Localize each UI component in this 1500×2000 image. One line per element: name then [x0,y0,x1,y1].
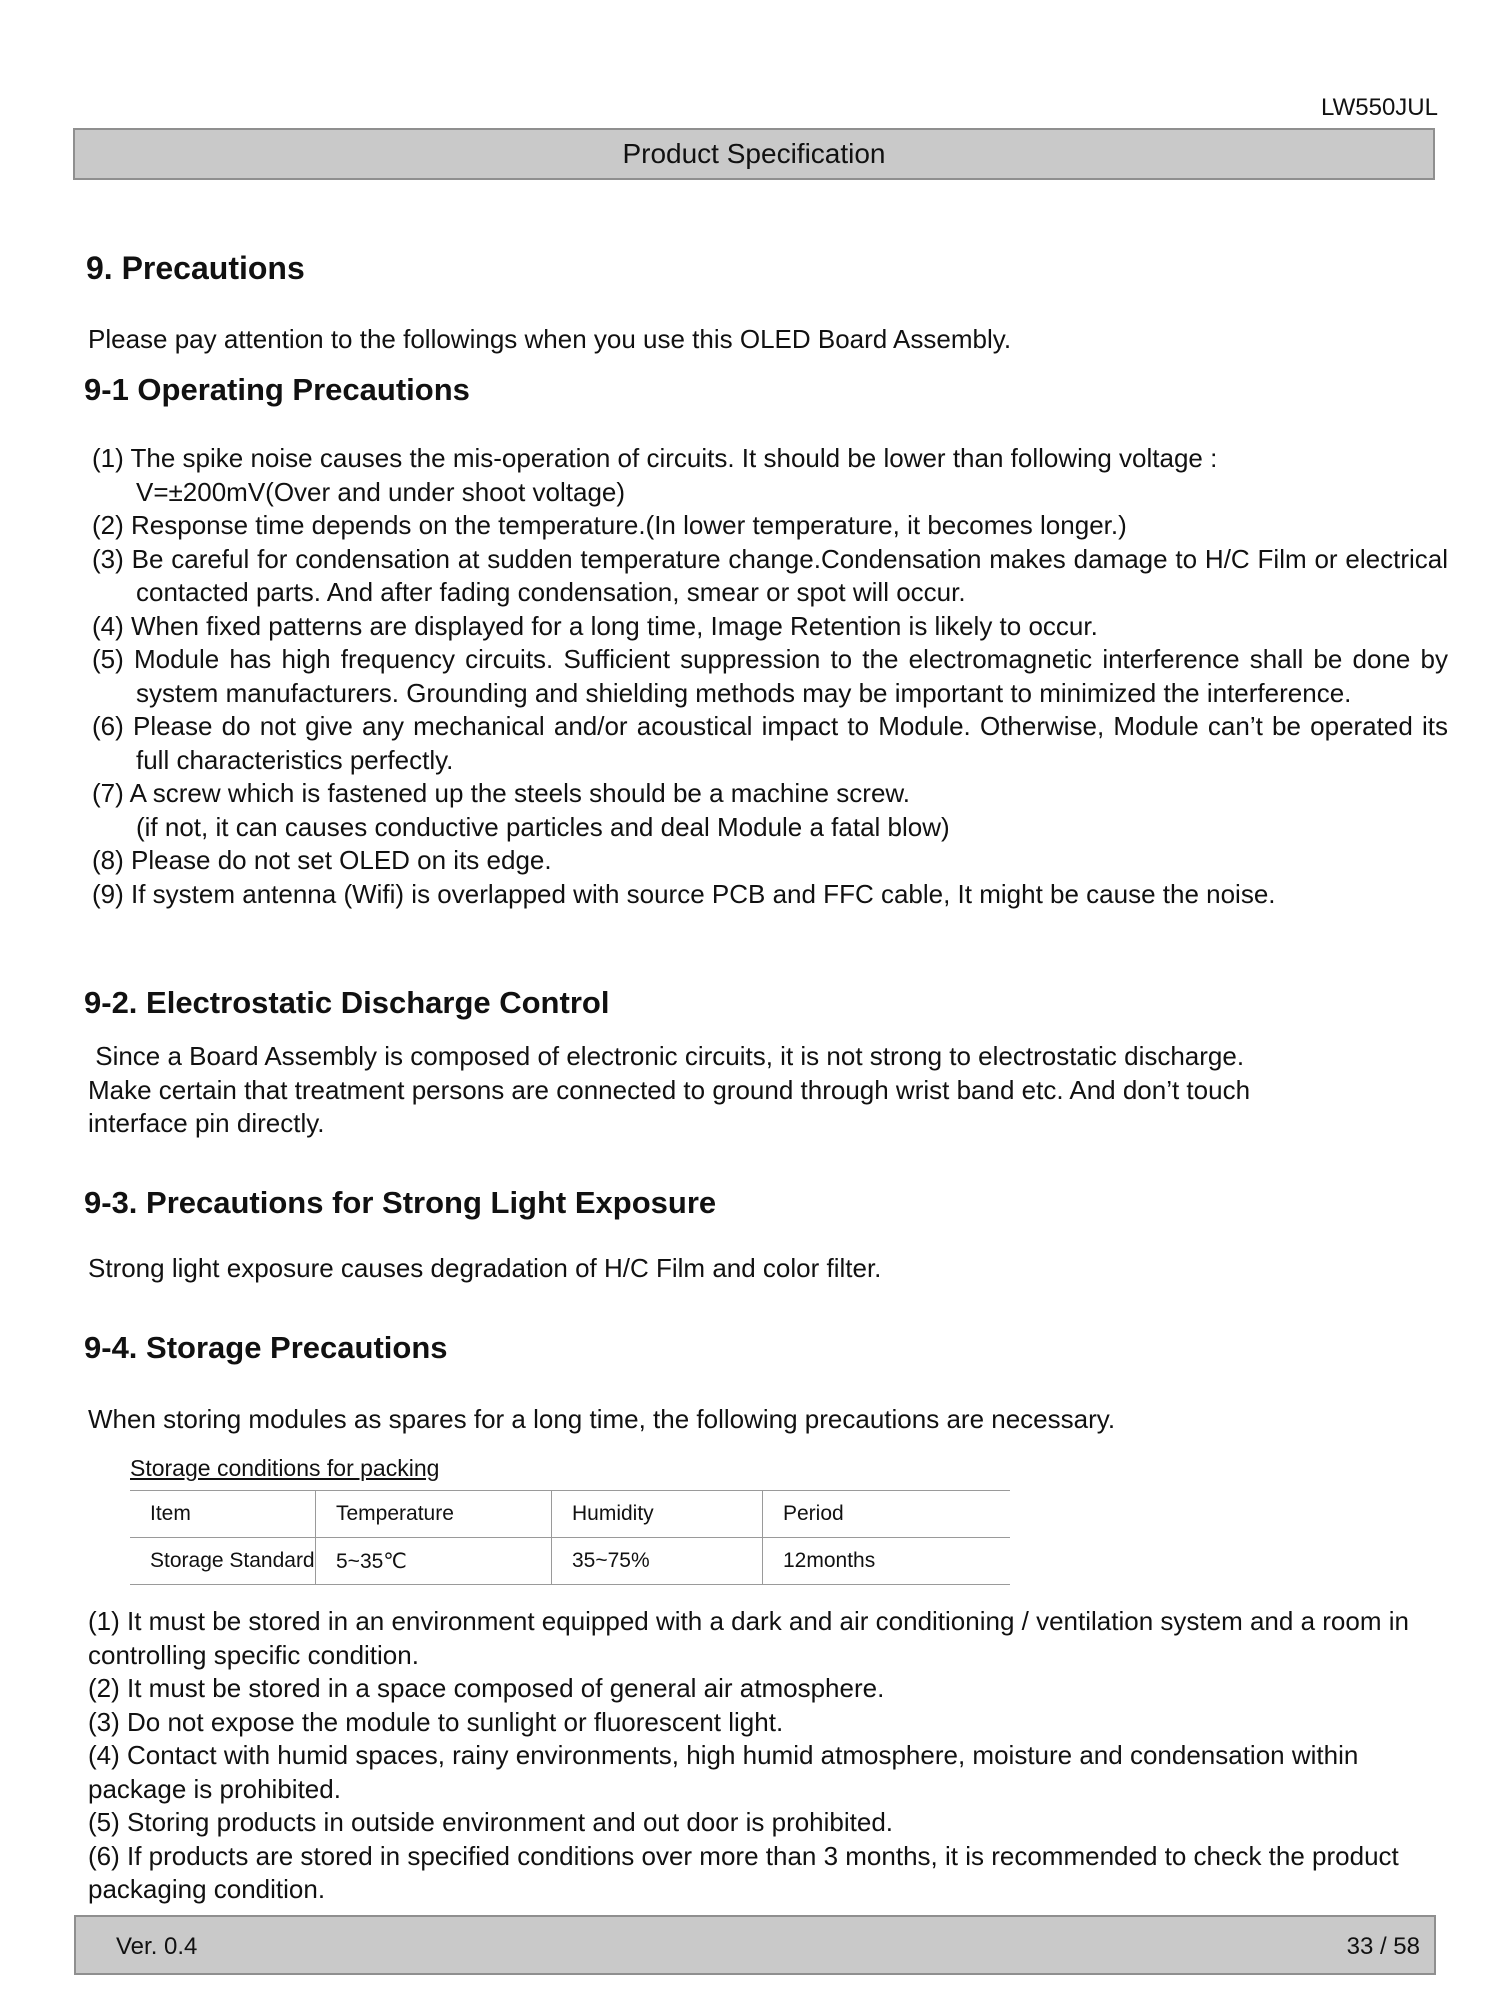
paragraph-line: Make certain that treatment persons are connected to ground through wrist band etc. And don’t touch [88,1074,1251,1105]
table-header-cell: Period [763,1491,1011,1538]
document-title: Product Specification [622,138,886,169]
table-cell: 5~35℃ [316,1538,552,1585]
list-item: (4) Contact with humid spaces, rainy environments, high humid atmosphere, moisture and condensation within package is prohibited. [88,1740,1359,1804]
list-item: (5) Module has high frequency circuits. Sufficient suppression to the electromagnetic interference shall be done by system manufacturers. Grounding and shielding methods may be important to minimized the interference. [92,644,1448,708]
list-item: (8) Please do not set OLED on its edge. [92,845,552,875]
footer-bar [74,1915,1436,1975]
section-9-3-text: Strong light exposure causes degradation of H/C Film and color filter. [88,1253,882,1283]
section-9-intro: Please pay attention to the followings when you use this OLED Board Assembly. [88,324,1012,354]
list-item: (6) If products are stored in specified conditions over more than 3 months, it is recommended to check the product packaging condition. [88,1840,1399,1904]
list-item: (3) Do not expose the module to sunlight or fluorescent light. [88,1706,784,1737]
paragraph-line: Since a Board Assembly is composed of electronic circuits, it is not strong to electrostatic discharge. [88,1041,1245,1071]
list-item-sub: V=±200mV(Over and under shoot voltage) [136,476,626,507]
document-title-bar [73,128,1435,180]
table-header-cell: Item [130,1491,316,1538]
table-cell: Storage Standard [130,1538,316,1585]
table-row [130,1538,1010,1585]
list-item: (6) Please do not give any mechanical and/or acoustical impact to Module. Otherwise, Module can’t be operated its full characteristics perfectly. [92,711,1448,775]
table-header-cell: Humidity [552,1491,763,1538]
section-9-4-heading: 9-4. Storage Precautions [84,1330,448,1365]
table-caption: Storage conditions for packing [130,1455,440,1481]
page-number: 33 / 58 [1346,1933,1420,1960]
section-9-1-heading: 9-1 Operating Precautions [84,372,470,407]
storage-precautions-list [88,1605,1460,1907]
list-item: (4) When fixed patterns are displayed for a long time, Image Retention is likely to occur. [92,610,1098,641]
list-item: (7) A screw which is fastened up the steels should be a machine screw. (if not, it can causes conductive particles and deal Module a fatal blow) [92,777,1448,844]
section-9-heading: 9. Precautions [86,250,305,286]
operating-precautions-list [92,442,1448,911]
table-header-cell: Temperature [316,1491,552,1538]
list-item: (3) Be careful for condensation at sudden temperature change.Condensation makes damage to H/C Film or electrical contacted parts. And after fading condensation, smear or spot will occur. [92,543,1448,607]
list-item: (2) Response time depends on the temperature.(In lower temperature, it becomes longer.) [92,510,1127,540]
section-9-2-text [88,1040,1448,1141]
section-9-4-intro: When storing modules as spares for a long time, the following precautions are necessary. [88,1404,1116,1434]
section-9-3-heading: 9-3. Precautions for Strong Light Exposure [84,1185,717,1220]
list-item: (1) It must be stored in an environment equipped with a dark and air conditioning / ventilation system and a room in controlling specific condition. [88,1606,1409,1670]
list-item: (9) If system antenna (Wifi) is overlapped with source PCB and FFC cable, It might be cause the noise. [92,878,1276,909]
paragraph-line: interface pin directly. [88,1108,325,1138]
model-number: LW550JUL [1321,94,1438,121]
version-label: Ver. 0.4 [116,1933,198,1960]
table-cell: 12months [763,1538,1011,1585]
table-cell: 35~75% [552,1538,763,1585]
list-item: (1) The spike noise causes the mis-operation of circuits. It should be lower than following voltage : V=±200mV(Over and under shoot voltage) [92,442,1448,509]
list-item: (5) Storing products in outside environment and out door is prohibited. [88,1807,894,1837]
list-item: (2) It must be stored in a space composed of general air atmosphere. [88,1673,885,1703]
section-9-2-heading: 9-2. Electrostatic Discharge Control [84,985,610,1020]
storage-conditions-table [130,1490,1010,1585]
list-item-sub: (if not, it can causes conductive particles and deal Module a fatal blow) [136,811,950,842]
table-header-row [130,1491,1010,1538]
